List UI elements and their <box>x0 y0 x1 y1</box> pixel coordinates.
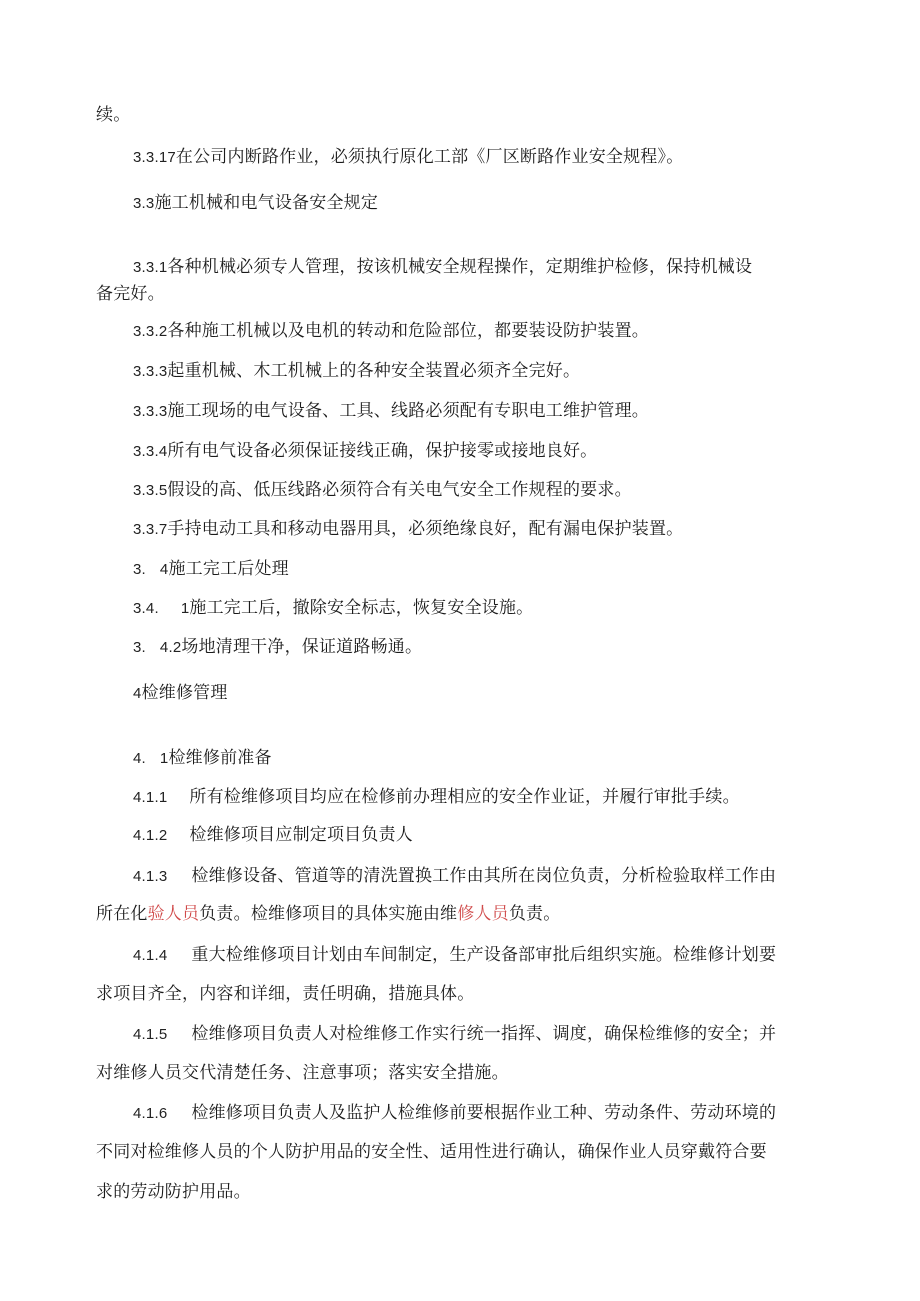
section-number: 3.3 <box>133 195 155 212</box>
highlighted-text: 验人员 <box>147 904 200 924</box>
text: 备完好。 <box>96 284 165 304</box>
section-heading-4 <box>133 682 228 705</box>
clause-number-b: 4.2 <box>159 639 182 656</box>
clause-3-4-1 <box>133 597 533 620</box>
clause-3-3-3-a <box>133 360 580 383</box>
clause-4-1-4 <box>133 944 776 967</box>
highlighted-text: 修人员 <box>457 904 509 924</box>
clause-number: 4.1.3 <box>133 868 168 885</box>
clause-4-1-3 <box>133 865 776 888</box>
clause-text: 所有检维修项目均应在检修前办理相应的安全作业证，并履行审批手续。 <box>189 787 740 807</box>
clause-number: 3.3.2 <box>133 323 168 340</box>
clause-number-a: 3.4. <box>133 600 159 617</box>
text: 求项目齐全，内容和详细，责任明确，措施具体。 <box>96 984 475 1004</box>
paragraph-line <box>96 903 560 925</box>
clause-text: 假设的高、低压线路必须符合有关电气安全工作规程的要求。 <box>167 480 632 500</box>
clause-number-a: 3. <box>133 639 146 656</box>
text: 求的劳动防护用品。 <box>96 1182 251 1202</box>
clause-number: 4.1.5 <box>133 1026 168 1043</box>
text: 对维修人员交代清楚任务、注意事项；落实安全措施。 <box>96 1063 509 1083</box>
clause-text: 检维修项目应制定项目负责人 <box>189 825 413 845</box>
clause-number: 3.3.5 <box>133 482 168 499</box>
clause-number: 3.3.1 <box>133 259 168 276</box>
section-title: 检维修管理 <box>141 683 228 703</box>
section-title: 施工完工后处理 <box>168 559 289 579</box>
section-number-b: 1 <box>159 750 169 767</box>
text: 不同对检维修人员的个人防护用品的安全性、适用性进行确认，确保作业人员穿戴符合要 <box>96 1142 767 1162</box>
clause-text: 检维修项目负责人及监护人检维修前要根据作业工种、劳动条件、劳动环境的 <box>191 1103 777 1123</box>
section-heading-3-4 <box>133 558 289 581</box>
section-number-a: 4. <box>133 750 146 767</box>
clause-3-3-7 <box>133 518 683 541</box>
clause-3-4-2 <box>133 636 422 659</box>
paragraph-line <box>96 104 130 126</box>
clause-text: 各种机械必须专人管理，按该机械安全规程操作，定期维护检修，保持机械设 <box>167 257 753 277</box>
clause-text: 场地清理干净，保证道路畅通。 <box>181 637 423 657</box>
clause-text: 手持电动工具和移动电器用具，必须绝缘良好，配有漏电保护装置。 <box>167 519 684 539</box>
clause-text: 各种施工机械以及电机的转动和危险部位，都要装设防护装置。 <box>167 321 649 341</box>
text: 续。 <box>96 105 131 125</box>
clause-number: 3.3.7 <box>133 521 168 538</box>
section-title: 施工机械和电气设备安全规定 <box>154 193 379 213</box>
clause-3-3-5 <box>133 479 632 502</box>
clause-number: 3.3.17 <box>133 149 176 166</box>
clause-text: 检维修项目负责人对检维修工作实行统一指挥、调度，确保检维修的安全；并 <box>191 1024 777 1044</box>
paragraph-line <box>96 1141 767 1163</box>
clause-4-1-6 <box>133 1102 776 1125</box>
clause-number: 3.3.3 <box>133 403 168 420</box>
clause-4-1-2 <box>133 824 413 847</box>
section-heading-4-1 <box>133 747 272 770</box>
clause-text: 施工完工后，撤除安全标志，恢复安全设施。 <box>189 598 534 618</box>
text: 负责。 <box>508 904 561 924</box>
clause-text: 检维修设备、管道等的清洗置换工作由其所在岗位负责，分析检验取样工作由 <box>191 866 777 886</box>
clause-3-3-3-b <box>133 400 649 423</box>
section-heading-3-3 <box>133 192 378 215</box>
paragraph-line <box>96 283 165 305</box>
clause-text: 重大检维修项目计划由车间制定，生产设备部审批后组织实施。检维修计划要 <box>191 945 777 965</box>
clause-3-3-1 <box>133 256 752 279</box>
paragraph-line <box>96 1181 251 1203</box>
section-number-b: 4 <box>159 561 169 578</box>
paragraph-line <box>96 1062 509 1084</box>
section-title: 检维修前准备 <box>168 748 272 768</box>
clause-3-3-4 <box>133 440 597 463</box>
clause-4-1-1 <box>133 786 740 809</box>
clause-number: 3.3.3 <box>133 363 168 380</box>
clause-text: 在公司内断路作业，必须执行原化工部《厂区断路作业安全规程》。 <box>175 147 684 167</box>
text: 负责。检维修项目的具体实施由维 <box>199 904 458 924</box>
section-number-a: 3. <box>133 561 146 578</box>
clause-text: 所有电气设备必须保证接线正确，保护接零或接地良好。 <box>167 441 598 461</box>
clause-number: 4.1.6 <box>133 1105 168 1122</box>
clause-text: 起重机械、木工机械上的各种安全装置必须齐全完好。 <box>167 361 581 381</box>
clause-3-3-2 <box>133 320 649 343</box>
clause-3-3-17 <box>133 146 683 169</box>
clause-number: 4.1.4 <box>133 947 168 964</box>
clause-number: 3.3.4 <box>133 443 168 460</box>
clause-number: 4.1.1 <box>133 789 168 806</box>
clause-number-b: 1 <box>180 600 190 617</box>
clause-4-1-5 <box>133 1023 776 1046</box>
paragraph-line <box>96 983 474 1005</box>
section-number: 4 <box>133 685 142 702</box>
text: 所在化 <box>96 904 148 924</box>
clause-number: 4.1.2 <box>133 827 168 844</box>
clause-text: 施工现场的电气设备、工具、线路必须配有专职电工维护管理。 <box>167 401 649 421</box>
